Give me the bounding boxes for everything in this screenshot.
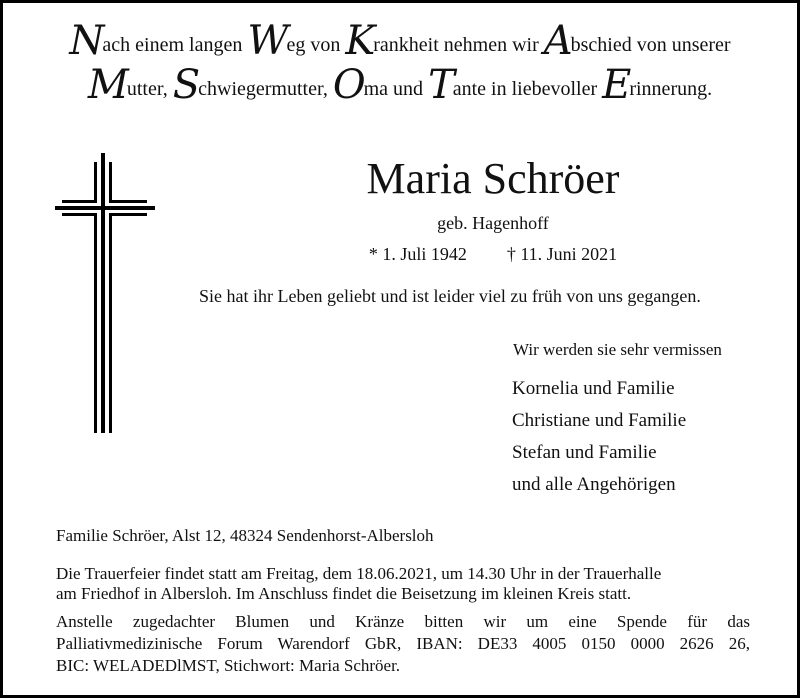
ornamental-capital: S <box>172 62 200 108</box>
ornamental-capital: A <box>543 18 572 64</box>
mourners-heading: Wir werden sie sehr vermissen <box>513 340 722 359</box>
intro-line-2: Mutter, Schwiegermutter, Oma und Tante in liebevoller Erinnerung. <box>87 62 713 108</box>
ornamental-capital: W <box>247 18 288 64</box>
intro-line-1: Nach einem langen Weg von Krankheit nehmen wir Abschied von unserer <box>69 18 731 64</box>
maiden-name: geb. Hagenhoff <box>437 213 549 233</box>
deceased-name: Maria Schröer <box>366 154 620 203</box>
ornamental-capital: E <box>602 62 631 108</box>
cross-icon <box>53 151 157 435</box>
mourner-item: Stefan und Familie <box>512 442 657 463</box>
ornamental-capital: T <box>428 62 454 108</box>
tagline: Sie hat ihr Leben geliebt und ist leider viel zu früh von uns gegangen. <box>199 286 701 306</box>
ornamental-capital: M <box>87 62 128 108</box>
birth-date: * 1. Juli 1942 <box>368 244 467 264</box>
donation-line: Anstelle zugedachter Blumen und Kränze bitten wir um eine Spende für das <box>56 612 750 631</box>
ornamental-capital: N <box>69 18 104 64</box>
service-info <box>56 564 752 604</box>
mourners-list <box>512 373 686 501</box>
mourner-item: Kornelia und Familie <box>512 378 675 399</box>
mourner-item: und alle Angehörigen <box>512 474 676 495</box>
donation-info <box>56 611 750 677</box>
mourner-item: Christiane und Familie <box>512 410 687 431</box>
ornamental-capital: O <box>332 62 365 108</box>
death-date: † 11. Juni 2021 <box>506 244 618 264</box>
intro-text <box>3 18 797 111</box>
donation-line: BIC: WELADEDlMST, Stichwort: Maria Schröer. <box>56 656 401 675</box>
service-line: am Friedhof in Albersloh. Im Anschluss findet die Beisetzung im kleinen Kreis statt. <box>56 584 632 603</box>
family-address: Familie Schröer, Alst 12, 48324 Sendenhorst-Albersloh <box>56 526 434 545</box>
ornamental-capital: K <box>345 18 375 64</box>
life-dates <box>223 244 763 265</box>
donation-line: Palliativmedizinische Forum Warendorf GbR, IBAN: DE33 4005 0150 0000 2626 26, <box>56 634 750 653</box>
service-line: Die Trauerfeier findet statt am Freitag, dem 18.06.2021, um 14.30 Uhr in der Trauerhalle <box>56 564 662 583</box>
